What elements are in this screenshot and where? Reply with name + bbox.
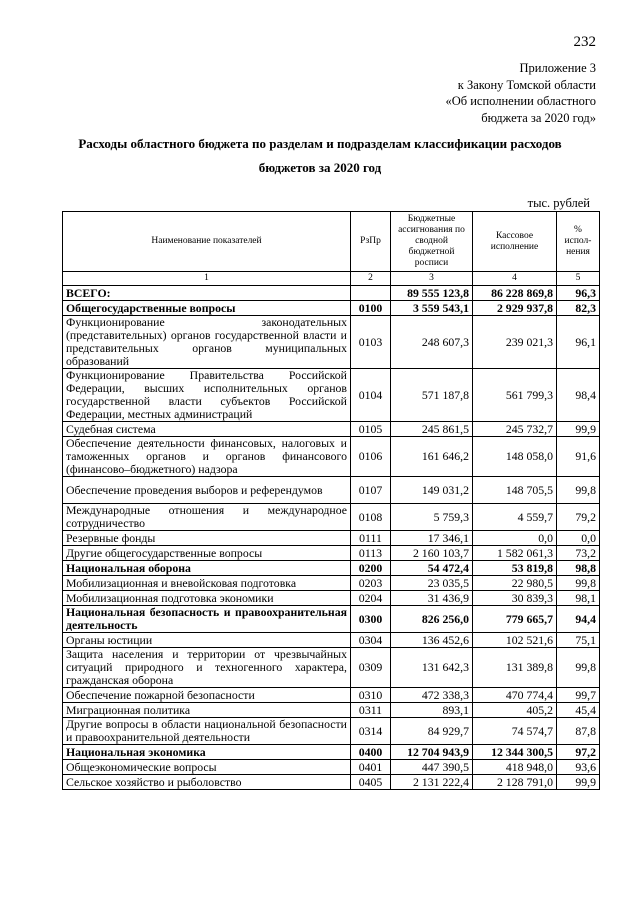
row-percent-cell: 94,4 bbox=[557, 606, 600, 633]
appendix-line: бюджета за 2020 год» bbox=[481, 110, 596, 125]
row-executed-cell: 0,0 bbox=[473, 531, 557, 546]
row-code-cell: 0400 bbox=[351, 745, 391, 760]
table-row bbox=[63, 688, 600, 703]
row-code-cell: 0103 bbox=[351, 316, 391, 369]
row-executed-cell: 148 058,0 bbox=[473, 437, 557, 477]
row-percent-cell: 96,1 bbox=[557, 316, 600, 369]
column-number: 2 bbox=[351, 272, 391, 286]
row-executed-cell: 561 799,3 bbox=[473, 369, 557, 422]
row-percent-cell: 91,6 bbox=[557, 437, 600, 477]
row-executed-cell: 148 705,5 bbox=[473, 477, 557, 504]
row-assigned-cell: 472 338,3 bbox=[391, 688, 473, 703]
row-name-cell: Мобилизационная и вневойсковая подготовка bbox=[63, 576, 351, 591]
table-row bbox=[63, 316, 600, 369]
table-row bbox=[63, 437, 600, 477]
row-executed-cell: 4 559,7 bbox=[473, 504, 557, 531]
row-executed-cell: 74 574,7 bbox=[473, 718, 557, 745]
row-percent-cell: 99,8 bbox=[557, 477, 600, 504]
table-row bbox=[63, 591, 600, 606]
table-row bbox=[63, 286, 600, 301]
column-number: 3 bbox=[391, 272, 473, 286]
row-code-cell: 0200 bbox=[351, 561, 391, 576]
appendix-line: к Закону Томской области bbox=[457, 77, 596, 92]
row-assigned-cell: 5 759,3 bbox=[391, 504, 473, 531]
row-name-cell: Обеспечение проведения выборов и референдумов bbox=[63, 477, 351, 504]
units-label: тыс. рублей bbox=[527, 196, 590, 210]
row-name-cell: Резервные фонды bbox=[63, 531, 351, 546]
row-assigned-cell: 12 704 943,9 bbox=[391, 745, 473, 760]
table-row bbox=[63, 606, 600, 633]
row-percent-cell: 98,8 bbox=[557, 561, 600, 576]
table-row bbox=[63, 531, 600, 546]
row-executed-cell: 53 819,8 bbox=[473, 561, 557, 576]
row-assigned-cell: 131 642,3 bbox=[391, 648, 473, 688]
row-name-cell: Другие общегосударственные вопросы bbox=[63, 546, 351, 561]
row-percent-cell: 0,0 bbox=[557, 531, 600, 546]
table-row bbox=[63, 633, 600, 648]
row-name-cell: Международные отношения и международное сотрудничество bbox=[63, 504, 351, 531]
row-code-cell bbox=[351, 286, 391, 301]
row-executed-cell: 239 021,3 bbox=[473, 316, 557, 369]
row-assigned-cell: 31 436,9 bbox=[391, 591, 473, 606]
row-name-cell: Национальная безопасность и правоохранительная деятельность bbox=[63, 606, 351, 633]
row-percent-cell: 87,8 bbox=[557, 718, 600, 745]
budget-table bbox=[62, 211, 600, 790]
row-code-cell: 0100 bbox=[351, 301, 391, 316]
row-assigned-cell: 2 131 222,4 bbox=[391, 775, 473, 790]
row-percent-cell: 99,8 bbox=[557, 648, 600, 688]
row-percent-cell: 45,4 bbox=[557, 703, 600, 718]
row-name-cell: Функционирование законодательных (представительных) органов государственной власти и представительных органов муниципальных образований bbox=[63, 316, 351, 369]
page-number: 232 bbox=[573, 34, 596, 50]
row-percent-cell: 97,2 bbox=[557, 745, 600, 760]
header-assigned: Бюджетные ассигнования по сводной бюджетной росписи bbox=[391, 212, 473, 272]
row-percent-cell: 99,7 bbox=[557, 688, 600, 703]
row-assigned-cell: 2 160 103,7 bbox=[391, 546, 473, 561]
row-percent-cell: 99,9 bbox=[557, 775, 600, 790]
row-percent-cell: 73,2 bbox=[557, 546, 600, 561]
table-row bbox=[63, 546, 600, 561]
column-number: 1 bbox=[63, 272, 351, 286]
row-code-cell: 0107 bbox=[351, 477, 391, 504]
row-assigned-cell: 17 346,1 bbox=[391, 531, 473, 546]
row-name-cell: Мобилизационная подготовка экономики bbox=[63, 591, 351, 606]
row-assigned-cell: 3 559 543,1 bbox=[391, 301, 473, 316]
table-row bbox=[63, 703, 600, 718]
row-assigned-cell: 149 031,2 bbox=[391, 477, 473, 504]
row-assigned-cell: 161 646,2 bbox=[391, 437, 473, 477]
row-code-cell: 0304 bbox=[351, 633, 391, 648]
row-code-cell: 0111 bbox=[351, 531, 391, 546]
row-executed-cell: 12 344 300,5 bbox=[473, 745, 557, 760]
row-percent-cell: 79,2 bbox=[557, 504, 600, 531]
row-percent-cell: 98,1 bbox=[557, 591, 600, 606]
row-name-cell: Обеспечение деятельности финансовых, налоговых и таможенных органов и органов финансового (финансово–бюджетного) надзора bbox=[63, 437, 351, 477]
column-number: 5 bbox=[557, 272, 600, 286]
row-executed-cell: 245 732,7 bbox=[473, 422, 557, 437]
row-code-cell: 0309 bbox=[351, 648, 391, 688]
header-executed: Кассовое исполнение bbox=[473, 212, 557, 272]
row-executed-cell: 405,2 bbox=[473, 703, 557, 718]
table-header-row bbox=[63, 212, 600, 272]
table-body bbox=[63, 286, 600, 790]
row-name-cell: Судебная система bbox=[63, 422, 351, 437]
row-executed-cell: 2 128 791,0 bbox=[473, 775, 557, 790]
header-percent: % испол- нения bbox=[557, 212, 600, 272]
row-assigned-cell: 23 035,5 bbox=[391, 576, 473, 591]
row-percent-cell: 99,9 bbox=[557, 422, 600, 437]
table-row bbox=[63, 477, 600, 504]
table-row bbox=[63, 745, 600, 760]
row-name-cell: Другие вопросы в области национальной безопасности и правоохранительной деятельности bbox=[63, 718, 351, 745]
row-assigned-cell: 54 472,4 bbox=[391, 561, 473, 576]
row-code-cell: 0106 bbox=[351, 437, 391, 477]
row-executed-cell: 2 929 937,8 bbox=[473, 301, 557, 316]
row-name-cell: Миграционная политика bbox=[63, 703, 351, 718]
row-executed-cell: 30 839,3 bbox=[473, 591, 557, 606]
table-row bbox=[63, 561, 600, 576]
header-code: РзПр bbox=[351, 212, 391, 272]
row-assigned-cell: 84 929,7 bbox=[391, 718, 473, 745]
row-name-cell: Органы юстиции bbox=[63, 633, 351, 648]
table-row bbox=[63, 760, 600, 775]
row-name-cell: Национальная оборона bbox=[63, 561, 351, 576]
row-assigned-cell: 571 187,8 bbox=[391, 369, 473, 422]
row-percent-cell: 75,1 bbox=[557, 633, 600, 648]
appendix-note bbox=[445, 60, 596, 126]
appendix-line: «Об исполнении областного bbox=[445, 94, 596, 108]
row-code-cell: 0314 bbox=[351, 718, 391, 745]
row-code-cell: 0105 bbox=[351, 422, 391, 437]
row-executed-cell: 418 948,0 bbox=[473, 760, 557, 775]
row-executed-cell: 102 521,6 bbox=[473, 633, 557, 648]
column-number: 4 bbox=[473, 272, 557, 286]
row-executed-cell: 470 774,4 bbox=[473, 688, 557, 703]
row-percent-cell: 93,6 bbox=[557, 760, 600, 775]
row-percent-cell: 99,8 bbox=[557, 576, 600, 591]
row-executed-cell: 22 980,5 bbox=[473, 576, 557, 591]
table-row bbox=[63, 504, 600, 531]
row-executed-cell: 86 228 869,8 bbox=[473, 286, 557, 301]
row-name-cell: Сельское хозяйство и рыболовство bbox=[63, 775, 351, 790]
document-title: Расходы областного бюджета по разделам и подразделам классификации расходов bbox=[78, 136, 562, 151]
row-code-cell: 0311 bbox=[351, 703, 391, 718]
table-row bbox=[63, 301, 600, 316]
table-row bbox=[63, 369, 600, 422]
row-assigned-cell: 893,1 bbox=[391, 703, 473, 718]
row-code-cell: 0401 bbox=[351, 760, 391, 775]
row-code-cell: 0113 bbox=[351, 546, 391, 561]
row-code-cell: 0300 bbox=[351, 606, 391, 633]
row-name-cell: Функционирование Правительства Российской Федерации, высших исполнительных органов государственной власти субъектов Российской Федерации, местных администраций bbox=[63, 369, 351, 422]
table-row bbox=[63, 718, 600, 745]
row-name-cell: ВСЕГО: bbox=[63, 286, 351, 301]
row-name-cell: Обеспечение пожарной безопасности bbox=[63, 688, 351, 703]
row-name-cell: Защита населения и территории от чрезвычайных ситуаций природного и техногенного характера, гражданская оборона bbox=[63, 648, 351, 688]
row-code-cell: 0108 bbox=[351, 504, 391, 531]
row-executed-cell: 1 582 061,3 bbox=[473, 546, 557, 561]
row-assigned-cell: 245 861,5 bbox=[391, 422, 473, 437]
row-percent-cell: 96,3 bbox=[557, 286, 600, 301]
row-name-cell: Общеэкономические вопросы bbox=[63, 760, 351, 775]
row-code-cell: 0203 bbox=[351, 576, 391, 591]
table-row bbox=[63, 775, 600, 790]
header-name: Наименование показателей bbox=[63, 212, 351, 272]
row-executed-cell: 779 665,7 bbox=[473, 606, 557, 633]
row-name-cell: Общегосударственные вопросы bbox=[63, 301, 351, 316]
document-title-continued: бюджетов за 2020 год bbox=[258, 160, 382, 175]
table-row bbox=[63, 576, 600, 591]
row-assigned-cell: 136 452,6 bbox=[391, 633, 473, 648]
row-assigned-cell: 447 390,5 bbox=[391, 760, 473, 775]
row-code-cell: 0104 bbox=[351, 369, 391, 422]
row-code-cell: 0405 bbox=[351, 775, 391, 790]
table-row bbox=[63, 648, 600, 688]
table-row bbox=[63, 422, 600, 437]
row-executed-cell: 131 389,8 bbox=[473, 648, 557, 688]
row-name-cell: Национальная экономика bbox=[63, 745, 351, 760]
row-percent-cell: 82,3 bbox=[557, 301, 600, 316]
row-assigned-cell: 826 256,0 bbox=[391, 606, 473, 633]
row-code-cell: 0310 bbox=[351, 688, 391, 703]
row-assigned-cell: 89 555 123,8 bbox=[391, 286, 473, 301]
column-number-row bbox=[63, 272, 600, 286]
appendix-line: Приложение 3 bbox=[519, 61, 596, 75]
row-percent-cell: 98,4 bbox=[557, 369, 600, 422]
row-code-cell: 0204 bbox=[351, 591, 391, 606]
row-assigned-cell: 248 607,3 bbox=[391, 316, 473, 369]
